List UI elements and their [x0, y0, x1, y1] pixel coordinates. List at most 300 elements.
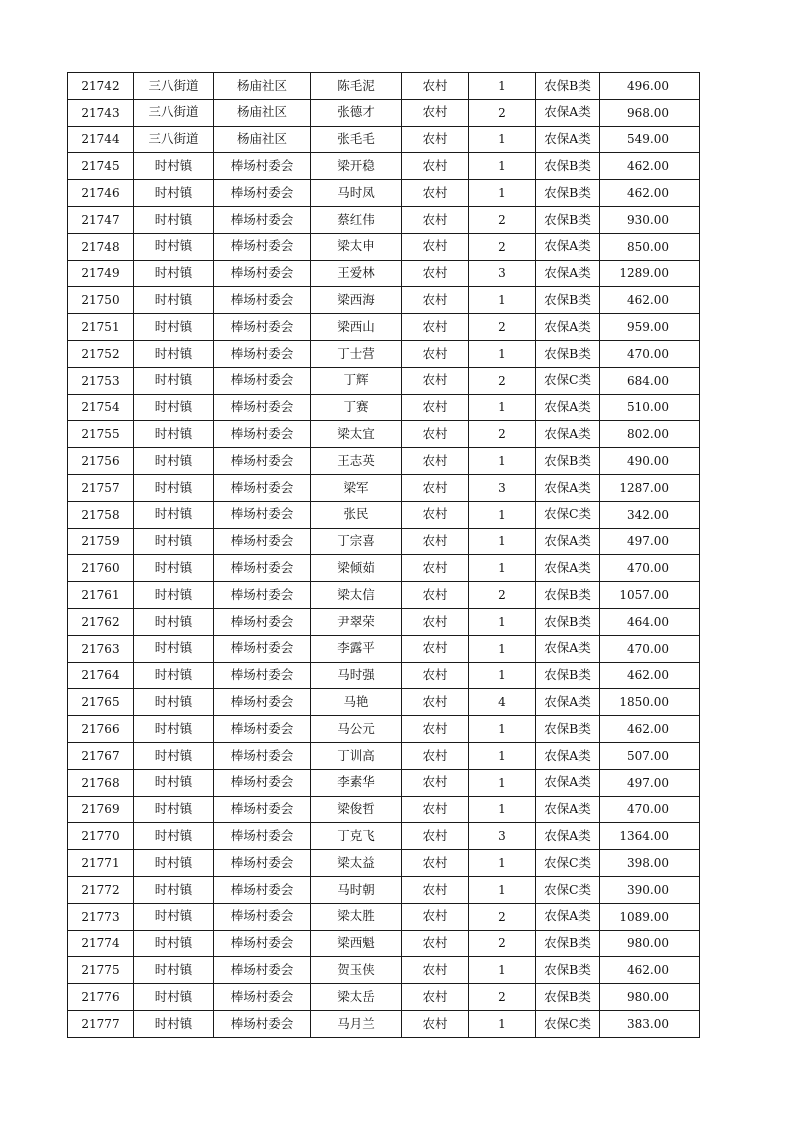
person-name-cell: 丁训高 [311, 742, 402, 769]
amount-cell: 980.00 [600, 984, 700, 1011]
amount-cell: 1287.00 [600, 474, 700, 501]
person-name-cell: 梁军 [311, 474, 402, 501]
table-row [68, 233, 700, 260]
person-name-cell: 梁倾茹 [311, 555, 402, 582]
household-type-cell: 农村 [402, 823, 469, 850]
member-count-cell: 2 [469, 314, 536, 341]
category-cell: 农保B类 [536, 582, 600, 609]
person-name-cell: 马艳 [311, 689, 402, 716]
category-cell: 农保A类 [536, 903, 600, 930]
table-row [68, 287, 700, 314]
community-cell: 棒场村委会 [214, 421, 311, 448]
member-count-cell: 1 [469, 635, 536, 662]
category-cell: 农保B类 [536, 930, 600, 957]
community-cell: 杨庙社区 [214, 99, 311, 126]
household-type-cell: 农村 [402, 421, 469, 448]
amount-cell: 342.00 [600, 501, 700, 528]
category-cell: 农保C类 [536, 501, 600, 528]
member-count-cell: 4 [469, 689, 536, 716]
category-cell: 农保B类 [536, 153, 600, 180]
town-cell: 时村镇 [134, 340, 214, 367]
community-cell: 棒场村委会 [214, 153, 311, 180]
amount-cell: 980.00 [600, 930, 700, 957]
household-type-cell: 农村 [402, 287, 469, 314]
amount-cell: 1289.00 [600, 260, 700, 287]
town-cell: 时村镇 [134, 501, 214, 528]
category-cell: 农保B类 [536, 957, 600, 984]
record-id-cell: 21776 [68, 984, 134, 1011]
record-id-cell: 21761 [68, 582, 134, 609]
community-cell: 杨庙社区 [214, 73, 311, 100]
town-cell: 时村镇 [134, 957, 214, 984]
household-type-cell: 农村 [402, 903, 469, 930]
table-row [68, 555, 700, 582]
community-cell: 棒场村委会 [214, 448, 311, 475]
record-id-cell: 21772 [68, 876, 134, 903]
record-id-cell: 21751 [68, 314, 134, 341]
community-cell: 棒场村委会 [214, 314, 311, 341]
town-cell: 时村镇 [134, 930, 214, 957]
community-cell: 棒场村委会 [214, 367, 311, 394]
household-type-cell: 农村 [402, 689, 469, 716]
member-count-cell: 2 [469, 903, 536, 930]
community-cell: 棒场村委会 [214, 850, 311, 877]
community-cell: 棒场村委会 [214, 528, 311, 555]
table-row [68, 769, 700, 796]
member-count-cell: 2 [469, 984, 536, 1011]
town-cell: 时村镇 [134, 287, 214, 314]
community-cell: 棒场村委会 [214, 501, 311, 528]
table-row [68, 850, 700, 877]
category-cell: 农保A类 [536, 421, 600, 448]
record-id-cell: 21748 [68, 233, 134, 260]
town-cell: 时村镇 [134, 876, 214, 903]
data-table [67, 72, 700, 1038]
table-row [68, 73, 700, 100]
community-cell: 棒场村委会 [214, 206, 311, 233]
category-cell: 农保B类 [536, 206, 600, 233]
person-name-cell: 梁西海 [311, 287, 402, 314]
household-type-cell: 农村 [402, 662, 469, 689]
member-count-cell: 1 [469, 1010, 536, 1037]
member-count-cell: 1 [469, 126, 536, 153]
amount-cell: 462.00 [600, 287, 700, 314]
household-type-cell: 农村 [402, 555, 469, 582]
member-count-cell: 1 [469, 608, 536, 635]
town-cell: 时村镇 [134, 448, 214, 475]
record-id-cell: 21768 [68, 769, 134, 796]
amount-cell: 802.00 [600, 421, 700, 448]
community-cell: 棒场村委会 [214, 635, 311, 662]
category-cell: 农保C类 [536, 850, 600, 877]
person-name-cell: 丁宗喜 [311, 528, 402, 555]
member-count-cell: 1 [469, 287, 536, 314]
member-count-cell: 1 [469, 796, 536, 823]
record-id-cell: 21749 [68, 260, 134, 287]
member-count-cell: 1 [469, 876, 536, 903]
category-cell: 农保A类 [536, 260, 600, 287]
household-type-cell: 农村 [402, 716, 469, 743]
town-cell: 时村镇 [134, 742, 214, 769]
table-row [68, 99, 700, 126]
member-count-cell: 1 [469, 528, 536, 555]
record-id-cell: 21754 [68, 394, 134, 421]
category-cell: 农保A类 [536, 233, 600, 260]
record-id-cell: 21747 [68, 206, 134, 233]
amount-cell: 507.00 [600, 742, 700, 769]
amount-cell: 470.00 [600, 340, 700, 367]
town-cell: 时村镇 [134, 689, 214, 716]
category-cell: 农保B类 [536, 984, 600, 1011]
member-count-cell: 2 [469, 206, 536, 233]
record-id-cell: 21773 [68, 903, 134, 930]
amount-cell: 497.00 [600, 528, 700, 555]
household-type-cell: 农村 [402, 367, 469, 394]
category-cell: 农保B类 [536, 340, 600, 367]
household-type-cell: 农村 [402, 180, 469, 207]
record-id-cell: 21759 [68, 528, 134, 555]
community-cell: 棒场村委会 [214, 876, 311, 903]
community-cell: 棒场村委会 [214, 823, 311, 850]
household-type-cell: 农村 [402, 1010, 469, 1037]
table-row [68, 1010, 700, 1037]
category-cell: 农保A类 [536, 769, 600, 796]
amount-cell: 464.00 [600, 608, 700, 635]
category-cell: 农保C类 [536, 1010, 600, 1037]
household-type-cell: 农村 [402, 99, 469, 126]
member-count-cell: 3 [469, 260, 536, 287]
category-cell: 农保A类 [536, 823, 600, 850]
table-row [68, 528, 700, 555]
person-name-cell: 王志英 [311, 448, 402, 475]
person-name-cell: 张民 [311, 501, 402, 528]
community-cell: 棒场村委会 [214, 1010, 311, 1037]
household-type-cell: 农村 [402, 984, 469, 1011]
record-id-cell: 21757 [68, 474, 134, 501]
community-cell: 棒场村委会 [214, 984, 311, 1011]
person-name-cell: 丁辉 [311, 367, 402, 394]
table-row [68, 394, 700, 421]
community-cell: 棒场村委会 [214, 287, 311, 314]
amount-cell: 490.00 [600, 448, 700, 475]
category-cell: 农保B类 [536, 716, 600, 743]
person-name-cell: 李露平 [311, 635, 402, 662]
person-name-cell: 丁克飞 [311, 823, 402, 850]
member-count-cell: 1 [469, 957, 536, 984]
category-cell: 农保B类 [536, 73, 600, 100]
town-cell: 时村镇 [134, 555, 214, 582]
category-cell: 农保B类 [536, 180, 600, 207]
record-id-cell: 21769 [68, 796, 134, 823]
person-name-cell: 张毛毛 [311, 126, 402, 153]
record-id-cell: 21760 [68, 555, 134, 582]
category-cell: 农保A类 [536, 635, 600, 662]
amount-cell: 850.00 [600, 233, 700, 260]
member-count-cell: 1 [469, 742, 536, 769]
town-cell: 时村镇 [134, 716, 214, 743]
record-id-cell: 21743 [68, 99, 134, 126]
category-cell: 农保A类 [536, 742, 600, 769]
record-id-cell: 21777 [68, 1010, 134, 1037]
amount-cell: 684.00 [600, 367, 700, 394]
town-cell: 三八街道 [134, 99, 214, 126]
table-row [68, 582, 700, 609]
amount-cell: 496.00 [600, 73, 700, 100]
community-cell: 棒场村委会 [214, 930, 311, 957]
amount-cell: 462.00 [600, 153, 700, 180]
category-cell: 农保A类 [536, 474, 600, 501]
person-name-cell: 尹翠荣 [311, 608, 402, 635]
household-type-cell: 农村 [402, 126, 469, 153]
household-type-cell: 农村 [402, 394, 469, 421]
member-count-cell: 2 [469, 233, 536, 260]
person-name-cell: 梁西魁 [311, 930, 402, 957]
community-cell: 棒场村委会 [214, 340, 311, 367]
table-row [68, 474, 700, 501]
table-row [68, 448, 700, 475]
community-cell: 棒场村委会 [214, 957, 311, 984]
community-cell: 棒场村委会 [214, 608, 311, 635]
community-cell: 棒场村委会 [214, 689, 311, 716]
member-count-cell: 1 [469, 153, 536, 180]
person-name-cell: 梁俊哲 [311, 796, 402, 823]
category-cell: 农保A类 [536, 528, 600, 555]
record-id-cell: 21771 [68, 850, 134, 877]
household-type-cell: 农村 [402, 876, 469, 903]
person-name-cell: 陈毛泥 [311, 73, 402, 100]
person-name-cell: 梁太申 [311, 233, 402, 260]
household-type-cell: 农村 [402, 957, 469, 984]
table-row [68, 153, 700, 180]
table-row [68, 662, 700, 689]
town-cell: 时村镇 [134, 903, 214, 930]
record-id-cell: 21770 [68, 823, 134, 850]
household-type-cell: 农村 [402, 314, 469, 341]
community-cell: 棒场村委会 [214, 260, 311, 287]
record-id-cell: 21745 [68, 153, 134, 180]
person-name-cell: 马公元 [311, 716, 402, 743]
person-name-cell: 马时朝 [311, 876, 402, 903]
amount-cell: 462.00 [600, 716, 700, 743]
town-cell: 时村镇 [134, 1010, 214, 1037]
amount-cell: 968.00 [600, 99, 700, 126]
town-cell: 三八街道 [134, 126, 214, 153]
record-id-cell: 21763 [68, 635, 134, 662]
household-type-cell: 农村 [402, 206, 469, 233]
member-count-cell: 1 [469, 769, 536, 796]
amount-cell: 470.00 [600, 635, 700, 662]
table-row [68, 421, 700, 448]
record-id-cell: 21765 [68, 689, 134, 716]
household-type-cell: 农村 [402, 528, 469, 555]
amount-cell: 510.00 [600, 394, 700, 421]
record-id-cell: 21758 [68, 501, 134, 528]
member-count-cell: 1 [469, 850, 536, 877]
table-row [68, 260, 700, 287]
record-id-cell: 21744 [68, 126, 134, 153]
member-count-cell: 1 [469, 662, 536, 689]
table-row [68, 501, 700, 528]
town-cell: 时村镇 [134, 421, 214, 448]
table-row [68, 635, 700, 662]
town-cell: 时村镇 [134, 233, 214, 260]
amount-cell: 1364.00 [600, 823, 700, 850]
table-row [68, 126, 700, 153]
community-cell: 棒场村委会 [214, 742, 311, 769]
town-cell: 时村镇 [134, 206, 214, 233]
member-count-cell: 3 [469, 823, 536, 850]
amount-cell: 390.00 [600, 876, 700, 903]
member-count-cell: 1 [469, 555, 536, 582]
record-id-cell: 21764 [68, 662, 134, 689]
amount-cell: 1057.00 [600, 582, 700, 609]
table-row [68, 340, 700, 367]
category-cell: 农保B类 [536, 448, 600, 475]
amount-cell: 470.00 [600, 796, 700, 823]
record-id-cell: 21742 [68, 73, 134, 100]
member-count-cell: 1 [469, 716, 536, 743]
household-type-cell: 农村 [402, 233, 469, 260]
amount-cell: 1850.00 [600, 689, 700, 716]
community-cell: 棒场村委会 [214, 555, 311, 582]
town-cell: 时村镇 [134, 367, 214, 394]
table-row [68, 608, 700, 635]
table-row [68, 180, 700, 207]
town-cell: 时村镇 [134, 528, 214, 555]
town-cell: 时村镇 [134, 394, 214, 421]
table-row [68, 903, 700, 930]
member-count-cell: 1 [469, 448, 536, 475]
person-name-cell: 梁开稳 [311, 153, 402, 180]
community-cell: 棒场村委会 [214, 394, 311, 421]
town-cell: 时村镇 [134, 635, 214, 662]
household-type-cell: 农村 [402, 260, 469, 287]
record-id-cell: 21750 [68, 287, 134, 314]
household-type-cell: 农村 [402, 796, 469, 823]
person-name-cell: 梁太宜 [311, 421, 402, 448]
town-cell: 时村镇 [134, 153, 214, 180]
community-cell: 棒场村委会 [214, 582, 311, 609]
category-cell: 农保B类 [536, 608, 600, 635]
community-cell: 棒场村委会 [214, 180, 311, 207]
category-cell: 农保A类 [536, 394, 600, 421]
category-cell: 农保A类 [536, 796, 600, 823]
community-cell: 棒场村委会 [214, 662, 311, 689]
town-cell: 时村镇 [134, 260, 214, 287]
person-name-cell: 贺玉侠 [311, 957, 402, 984]
household-type-cell: 农村 [402, 930, 469, 957]
member-count-cell: 2 [469, 421, 536, 448]
table-row [68, 957, 700, 984]
person-name-cell: 梁太岳 [311, 984, 402, 1011]
amount-cell: 1089.00 [600, 903, 700, 930]
table-row [68, 876, 700, 903]
person-name-cell: 马月兰 [311, 1010, 402, 1037]
table-row [68, 206, 700, 233]
amount-cell: 470.00 [600, 555, 700, 582]
town-cell: 时村镇 [134, 314, 214, 341]
town-cell: 时村镇 [134, 984, 214, 1011]
category-cell: 农保A类 [536, 126, 600, 153]
table-row [68, 796, 700, 823]
category-cell: 农保B类 [536, 287, 600, 314]
table-row [68, 367, 700, 394]
category-cell: 农保C类 [536, 876, 600, 903]
amount-cell: 462.00 [600, 180, 700, 207]
category-cell: 农保A类 [536, 689, 600, 716]
table-row [68, 689, 700, 716]
household-type-cell: 农村 [402, 474, 469, 501]
community-cell: 棒场村委会 [214, 233, 311, 260]
table-body [68, 73, 700, 1038]
household-type-cell: 农村 [402, 448, 469, 475]
community-cell: 棒场村委会 [214, 769, 311, 796]
person-name-cell: 梁西山 [311, 314, 402, 341]
record-id-cell: 21746 [68, 180, 134, 207]
member-count-cell: 3 [469, 474, 536, 501]
town-cell: 时村镇 [134, 850, 214, 877]
community-cell: 棒场村委会 [214, 474, 311, 501]
person-name-cell: 丁士营 [311, 340, 402, 367]
person-name-cell: 马时强 [311, 662, 402, 689]
community-cell: 棒场村委会 [214, 796, 311, 823]
category-cell: 农保A类 [536, 314, 600, 341]
person-name-cell: 李素华 [311, 769, 402, 796]
record-id-cell: 21766 [68, 716, 134, 743]
household-type-cell: 农村 [402, 501, 469, 528]
household-type-cell: 农村 [402, 340, 469, 367]
member-count-cell: 2 [469, 930, 536, 957]
town-cell: 时村镇 [134, 796, 214, 823]
table-row [68, 823, 700, 850]
town-cell: 时村镇 [134, 180, 214, 207]
amount-cell: 383.00 [600, 1010, 700, 1037]
amount-cell: 462.00 [600, 957, 700, 984]
member-count-cell: 1 [469, 501, 536, 528]
member-count-cell: 1 [469, 180, 536, 207]
household-type-cell: 农村 [402, 582, 469, 609]
town-cell: 时村镇 [134, 662, 214, 689]
person-name-cell: 梁太信 [311, 582, 402, 609]
household-type-cell: 农村 [402, 73, 469, 100]
person-name-cell: 蔡红伟 [311, 206, 402, 233]
person-name-cell: 马时凤 [311, 180, 402, 207]
record-id-cell: 21767 [68, 742, 134, 769]
member-count-cell: 2 [469, 99, 536, 126]
record-id-cell: 21752 [68, 340, 134, 367]
member-count-cell: 2 [469, 367, 536, 394]
amount-cell: 462.00 [600, 662, 700, 689]
community-cell: 杨庙社区 [214, 126, 311, 153]
town-cell: 时村镇 [134, 582, 214, 609]
table-row [68, 716, 700, 743]
member-count-cell: 1 [469, 394, 536, 421]
household-type-cell: 农村 [402, 742, 469, 769]
member-count-cell: 2 [469, 582, 536, 609]
person-name-cell: 张德才 [311, 99, 402, 126]
household-type-cell: 农村 [402, 608, 469, 635]
town-cell: 三八街道 [134, 73, 214, 100]
person-name-cell: 王爱林 [311, 260, 402, 287]
amount-cell: 930.00 [600, 206, 700, 233]
household-type-cell: 农村 [402, 769, 469, 796]
member-count-cell: 1 [469, 340, 536, 367]
record-id-cell: 21755 [68, 421, 134, 448]
table-row [68, 742, 700, 769]
person-name-cell: 丁赛 [311, 394, 402, 421]
category-cell: 农保C类 [536, 367, 600, 394]
town-cell: 时村镇 [134, 608, 214, 635]
